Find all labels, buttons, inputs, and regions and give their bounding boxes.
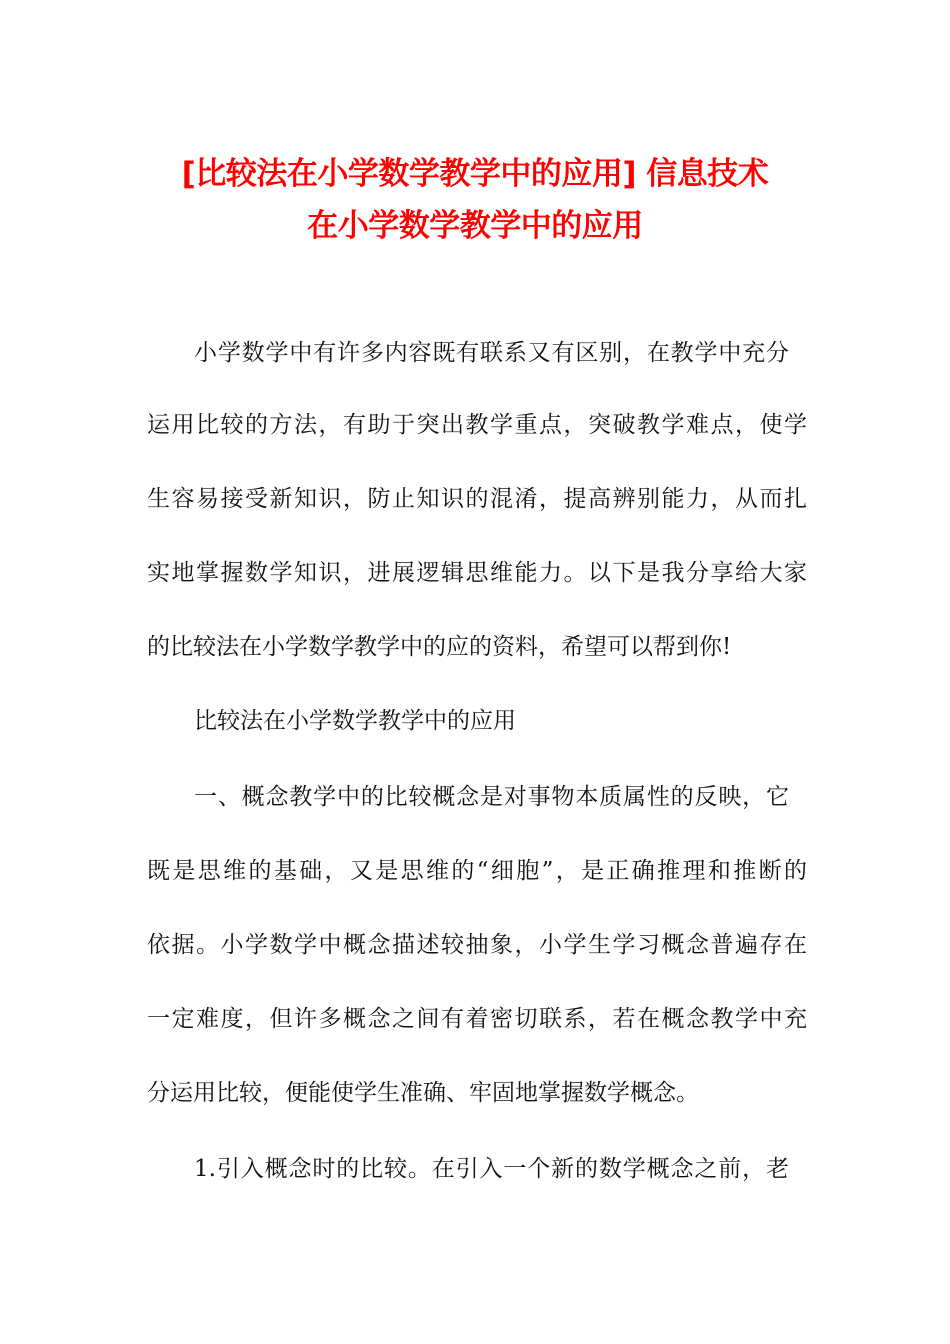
section-heading: 比较法在小学数学教学中的应用 bbox=[194, 708, 516, 734]
paragraph-line: 小学数学中有许多内容既有联系又有区别，在教学中充分 bbox=[194, 340, 789, 366]
title-line-2: 在小学数学教学中的应用 bbox=[307, 208, 643, 244]
paragraph-line: 既是思维的基础，又是思维的“细胞”，是正确推理和推断的 bbox=[147, 858, 807, 884]
paragraph-line: 实地掌握数学知识，进展逻辑思维能力。以下是我分享给大家 bbox=[147, 560, 807, 586]
paragraph-line: 1.引入概念时的比较。在引入一个新的数学概念之前，老 bbox=[194, 1156, 789, 1182]
title-line-1: [比较法在小学数学教学中的应用] 信息技术 bbox=[181, 156, 769, 192]
paragraph-line: 一定难度，但许多概念之间有着密切联系，若在概念教学中充 bbox=[147, 1006, 807, 1032]
paragraph-line: 一、概念教学中的比较概念是对事物本质属性的反映，它 bbox=[194, 784, 789, 810]
paragraph-line: 分运用比较，便能使学生准确、牢固地掌握数学概念。 bbox=[147, 1080, 699, 1106]
document-title bbox=[140, 148, 810, 252]
paragraph-line: 生容易接受新知识，防止知识的混淆，提高辨别能力，从而扎 bbox=[147, 486, 807, 512]
paragraph-line: 的比较法在小学数学教学中的应的资料，希望可以帮到你! bbox=[147, 634, 732, 660]
paragraph-line: 依据。小学数学中概念描述较抽象，小学生学习概念普遍存在 bbox=[147, 932, 807, 958]
paragraph-line: 运用比较的方法，有助于突出教学重点，突破教学难点，使学 bbox=[147, 412, 807, 438]
